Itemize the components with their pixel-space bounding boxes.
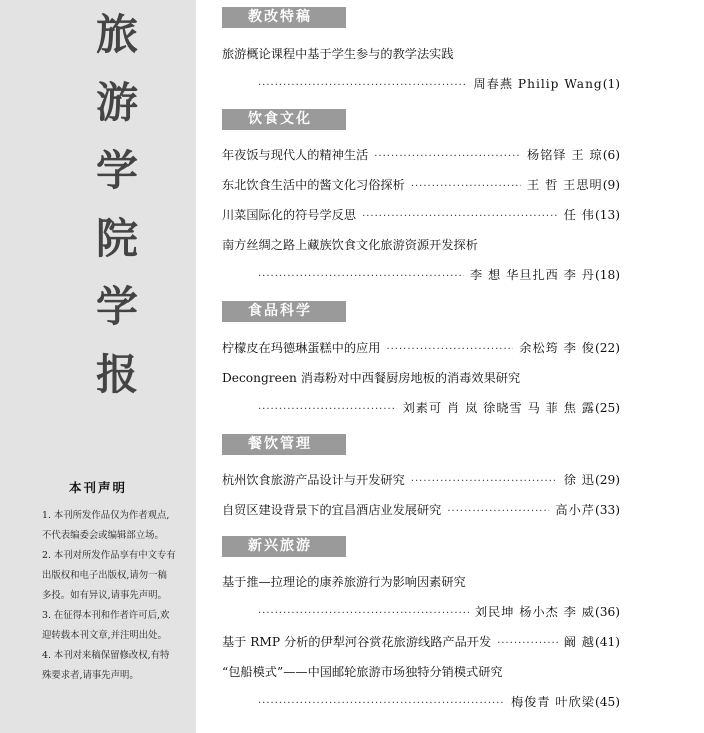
- article-title[interactable]: 川菜国际化的符号学反思: [222, 208, 357, 222]
- journal-title: [92, 10, 142, 422]
- article-title[interactable]: 基于推—拉理论的康养旅游行为影响因素研究: [222, 575, 466, 589]
- notice-line: 1. 本刊所发作品仅为作者观点,: [42, 510, 170, 521]
- article-byline: [222, 75, 620, 93]
- notice-line: 3. 在征得本刊和作者许可后,欢: [42, 610, 170, 621]
- section-header: 教改特稿: [222, 7, 346, 28]
- article-title[interactable]: 基于 RMP 分析的伊犁河谷赏花旅游线路产品开发: [222, 635, 492, 649]
- article-authors: 刘民坤 杨小杰 李 威: [474, 605, 595, 619]
- article-page: (25): [594, 401, 620, 415]
- article-entry[interactable]: [222, 206, 620, 224]
- article-title[interactable]: 南方丝绸之路上藏族饮食文化旅游资源开发探析: [222, 238, 478, 252]
- article-page: (29): [594, 473, 620, 487]
- article-page: (36): [594, 605, 620, 619]
- notice-line: 殊要求者,请事先声明。: [42, 670, 139, 681]
- notice-line: 迎转载本刊文章,并注明出处。: [42, 630, 167, 641]
- article-page: (41): [594, 635, 620, 649]
- article-title[interactable]: 柠檬皮在玛德琳蛋糕中的应用: [222, 341, 381, 355]
- notice-title: 本刊声明: [68, 480, 127, 495]
- section-header: 新兴旅游: [222, 536, 346, 557]
- article-authors: 高小芹: [555, 503, 595, 517]
- article-authors: 刘素可 肖 岚 徐晓雪 马 菲 焦 露: [402, 401, 595, 415]
- article-authors: 梅俊青 叶欣梁: [510, 695, 595, 709]
- article-byline: [222, 266, 620, 284]
- article-title[interactable]: “包船模式”——中国邮轮旅游市场独特分销模式研究: [222, 665, 503, 679]
- article-entry[interactable]: [222, 146, 620, 164]
- article-entry[interactable]: [222, 633, 620, 651]
- article-byline: [222, 399, 620, 417]
- article-entry[interactable]: [222, 339, 620, 357]
- article-title[interactable]: 杭州饮食旅游产品设计与开发研究: [222, 473, 405, 487]
- sidebar: [0, 0, 196, 733]
- section-header: 食品科学: [222, 301, 346, 322]
- article-title[interactable]: 年夜饭与现代人的精神生活: [222, 148, 369, 162]
- article-page: (6): [602, 148, 620, 162]
- article-title[interactable]: 自贸区建设背景下的宜昌酒店业发展研究: [222, 503, 442, 517]
- article-page: (9): [602, 178, 620, 192]
- journal-title-char: 学: [95, 282, 138, 331]
- article-authors: 任 伟: [563, 208, 595, 222]
- notice-line: 2. 本刊对所发作品享有中文专有: [42, 550, 176, 561]
- article-title[interactable]: Decongreen 消毒粉对中西餐厨房地板的消毒效果研究: [222, 371, 521, 385]
- article-authors: 阚 越: [563, 635, 595, 649]
- article-page: (45): [594, 695, 620, 709]
- section-header: 餐饮管理: [222, 434, 346, 455]
- article-authors: 王 哲 王思明: [527, 178, 603, 192]
- article-authors: 周春燕 Philip Wang: [473, 77, 603, 91]
- notice-line: 不代表编委会或编辑部立场。: [42, 530, 164, 541]
- article-entry[interactable]: [222, 176, 620, 194]
- journal-title-char: 学: [95, 146, 138, 195]
- article-page: (18): [594, 268, 620, 282]
- journal-title-char: 旅: [95, 10, 138, 59]
- article-authors: 李 想 华旦扎西 李 丹: [469, 268, 595, 282]
- article-authors: 余松筠 李 俊: [519, 341, 595, 355]
- section-header: 饮食文化: [222, 109, 346, 130]
- article-entry[interactable]: [222, 501, 620, 519]
- article-page: (1): [602, 77, 620, 91]
- notice-line: 多投。如有异议,请事先声明。: [42, 590, 167, 601]
- journal-title-char: 游: [95, 78, 138, 127]
- article-page: (13): [594, 208, 620, 222]
- article-byline: [222, 603, 620, 621]
- notice-line: 出版权和电子出版权,请勿一稿: [42, 570, 167, 581]
- article-byline: [222, 693, 620, 711]
- article-title[interactable]: 东北饮食生活中的酱文化习俗探析: [222, 178, 405, 192]
- article-authors: 徐 迅: [563, 473, 595, 487]
- article-page: (22): [594, 341, 620, 355]
- article-title[interactable]: 旅游概论课程中基于学生参与的教学法实践: [222, 47, 454, 61]
- article-authors: 杨铭铎 王 琼: [527, 148, 603, 162]
- notice-list: [42, 506, 192, 686]
- article-entry[interactable]: [222, 471, 620, 489]
- journal-title-char: 报: [95, 350, 138, 399]
- journal-title-char: 院: [95, 214, 138, 263]
- notice-line: 4. 本刊对来稿保留修改权,有特: [42, 650, 170, 661]
- article-page: (33): [594, 503, 620, 517]
